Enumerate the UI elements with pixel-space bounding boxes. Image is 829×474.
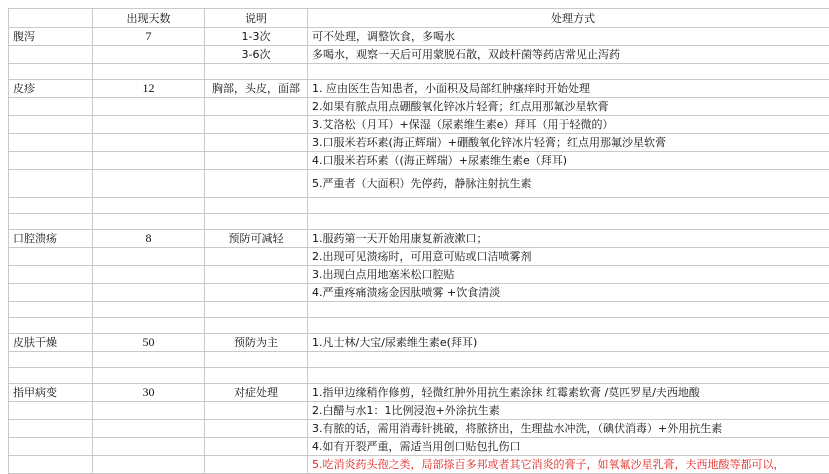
spacer-row xyxy=(9,64,829,80)
header-treatment: 处理方式 xyxy=(308,9,829,28)
treatment-cell: 4.口服米若环素（(海正辉瑞）+尿素维生素e（拜耳) xyxy=(308,152,829,170)
note-cell: 胸部，头皮，面部 xyxy=(205,80,308,98)
table-row xyxy=(9,152,829,170)
days-value: 12 xyxy=(93,80,205,98)
note-cell: 预防可减轻 xyxy=(205,230,308,248)
days-value: 8 xyxy=(93,230,205,248)
symptom-name: 皮疹 xyxy=(9,80,93,98)
note-cell: 1-3次 xyxy=(205,28,308,46)
table-row xyxy=(9,456,829,474)
treatment-cell: 1.凡士林/大宝/尿素维生素e(拜耳) xyxy=(308,334,829,352)
treatment-cell: 3.出现白点用地塞米松口腔贴 xyxy=(308,266,829,284)
spacer-row xyxy=(9,368,829,384)
table-row xyxy=(9,28,829,46)
spacer-row xyxy=(9,198,829,214)
treatment-cell: 2.出现可见溃疡时，可用意可贴或口洁喷雾剂 xyxy=(308,248,829,266)
treatment-table xyxy=(8,8,829,474)
table-row xyxy=(9,134,829,152)
table-row xyxy=(9,284,829,302)
treatment-cell-highlight: 5.吃消炎药头孢之类，局部搽百多邦或者其它消炎的膏子，如氧氟沙星乳膏，夫西地酸等都可以， xyxy=(308,456,829,474)
days-value: 7 xyxy=(93,28,205,46)
table-row xyxy=(9,438,829,456)
treatment-cell: 2.如果有脓点用点硼酸氧化锌冰片轻膏；红点用那氟沙星软膏 xyxy=(308,98,829,116)
header-row xyxy=(9,9,829,28)
header-days: 出现天数 xyxy=(93,9,205,28)
table-row xyxy=(9,402,829,420)
table-row xyxy=(9,334,829,352)
treatment-cell: 3.有脓的话，需用消毒针挑破，将脓挤出，生理盐水冲洗，（碘伏消毒）+外用抗生素 xyxy=(308,420,829,438)
table-row xyxy=(9,230,829,248)
treatment-cell: 3.口服米若环素(海正辉瑞）+硼酸氧化锌冰片轻膏；红点用那氟沙星软膏 xyxy=(308,134,829,152)
days-value: 50 xyxy=(93,334,205,352)
treatment-cell: 4.严重疼痛溃疡金因肽喷雾 +饮食清淡 xyxy=(308,284,829,302)
table-row xyxy=(9,266,829,284)
treatment-cell: 4.如有开裂严重，需适当用创口贴包扎伤口 xyxy=(308,438,829,456)
table-row xyxy=(9,116,829,134)
treatment-cell: 5.严重者（大面积）先停药，静脉注射抗生素 xyxy=(308,170,829,198)
header-note: 说明 xyxy=(205,9,308,28)
note-cell: 3-6次 xyxy=(205,46,308,64)
symptom-name: 腹泻 xyxy=(9,28,93,46)
treatment-cell: 2.白醋与水1：1比例浸泡+外涂抗生素 xyxy=(308,402,829,420)
spacer-row xyxy=(9,302,829,318)
table-row xyxy=(9,98,829,116)
symptom-name: 皮肤干燥 xyxy=(9,334,93,352)
header-name-cell xyxy=(9,9,93,28)
spacer-row xyxy=(9,214,829,230)
note-cell: 对症处理 xyxy=(205,384,308,402)
table-row xyxy=(9,80,829,98)
treatment-cell: 1.指甲边缘稍作修剪，轻微红肿外用抗生素涂抹 红霉素软膏 /莫匹罗星/夫西地酸 xyxy=(308,384,829,402)
treatment-cell: 可不处理，调整饮食，多喝水 xyxy=(308,28,829,46)
table-row xyxy=(9,248,829,266)
days-value: 30 xyxy=(93,384,205,402)
spacer-row xyxy=(9,318,829,334)
symptom-name: 指甲病变 xyxy=(9,384,93,402)
spacer-row xyxy=(9,352,829,368)
treatment-cell: 1. 应由医生告知患者，小面积及局部红肿瘙痒时开始处理 xyxy=(308,80,829,98)
table-row xyxy=(9,46,829,64)
treatment-cell: 1.服药第一天开始用康复新液漱口； xyxy=(308,230,829,248)
note-cell: 预防为主 xyxy=(205,334,308,352)
table-row xyxy=(9,384,829,402)
table-row xyxy=(9,170,829,198)
symptom-name: 口腔溃疡 xyxy=(9,230,93,248)
table-row xyxy=(9,420,829,438)
treatment-cell: 多喝水，观察一天后可用蒙脱石散，双歧杆菌等药店常见止泻药 xyxy=(308,46,829,64)
treatment-cell: 3.艾洛松（月耳）+保湿（尿素维生素e）拜耳（用于轻微的） xyxy=(308,116,829,134)
